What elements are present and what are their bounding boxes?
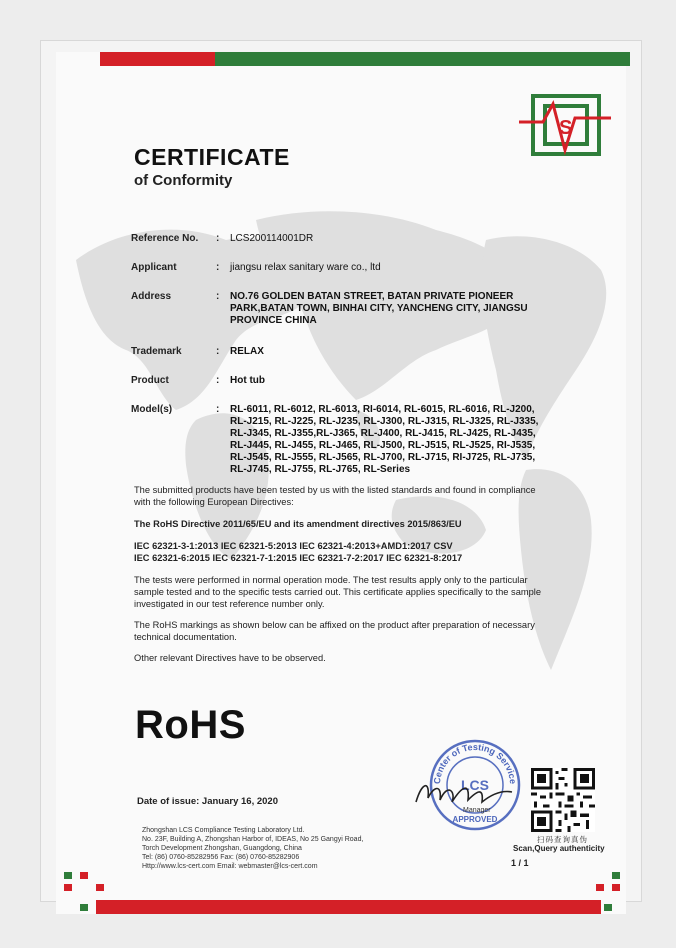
date-of-issue: Date of issue: January 16, 2020 [137, 796, 278, 807]
page-number: 1 / 1 [511, 858, 529, 868]
top-bar-green [215, 52, 630, 66]
lab-address-line: Http://www.lcs-cert.com Email: webmaster@lcs-cert.com [142, 863, 318, 870]
address-value: NO.76 GOLDEN BATAN STREET, BATAN PRIVATE PIONEER PARK,BATAN TOWN, BINHAI CITY, YANCHENG CITY, JIANGSU PROVINCE CHINA [230, 291, 528, 326]
corner-square-red [96, 884, 104, 891]
lcs-logo [519, 94, 611, 158]
lab-address-line: No. 23F, Building A, Zhongshan Harbor of, IDEAS, No 25 Gangyi Road, [142, 836, 364, 843]
product-label: Product [131, 375, 169, 386]
models-label: Model(s) [131, 404, 173, 415]
colon: : [216, 233, 220, 244]
corner-square-red [612, 884, 620, 891]
product-value: Hot tub [230, 375, 265, 386]
bottom-bar-red [96, 900, 601, 914]
qr-caption: 扫码查询真伪 [537, 835, 588, 844]
colon: : [216, 262, 220, 273]
manager-caption: Manager [463, 807, 491, 814]
colon: : [216, 375, 220, 386]
trademark-value: RELAX [230, 346, 264, 357]
scan-query-text: Scan,Query authenticity [513, 844, 605, 853]
address-label: Address [131, 291, 172, 302]
directive-line: The RoHS Directive 2011/65/EU and its amendment directives 2015/863/EU [134, 519, 462, 529]
stamp-bottom-text: APPROVED [452, 815, 498, 824]
standards-line-1: IEC 62321-3-1:2013 IEC 62321-5:2013 IEC 62321-4:2013+AMD1:2017 CSV [134, 541, 453, 551]
corner-square-green [64, 872, 72, 879]
lab-address-block [142, 826, 363, 871]
corner-square-red [64, 884, 72, 891]
colon: : [216, 404, 220, 415]
reference-value: LCS200114001DR [230, 233, 314, 244]
rohs-mark: RoHS [135, 703, 246, 747]
lab-address-line: Zhongshan LCS Compliance Testing Laboratory Ltd. [142, 827, 305, 834]
applicant-value: jiangsu relax sanitary ware co., ltd [230, 262, 381, 273]
svg-text:S: S [559, 117, 573, 139]
corner-square-green [612, 872, 620, 879]
authenticity-qr-code[interactable] [531, 768, 595, 832]
corner-square-red [80, 872, 88, 879]
certificate-subtitle: of Conformity [134, 172, 233, 189]
standards-line-2: IEC 62321-6:2015 IEC 62321-7-1:2015 IEC 62321-7-2:2017 IEC 62321-8:2017 [134, 553, 463, 563]
marking-paragraph: The RoHS markings as shown below can be affixed on the product after preparation of necessary technical documentation. [134, 620, 535, 642]
top-bar-red [100, 52, 215, 66]
corner-square-green [80, 904, 88, 911]
manager-signature [412, 772, 516, 812]
stamp-logo-letters: LCS [461, 777, 489, 793]
colon: : [216, 291, 220, 302]
stamp-text: Center of Testing Service [431, 741, 519, 785]
certificate-title: CERTIFICATE [134, 144, 290, 170]
directives-paragraph: Other relevant Directives have to be observed. [134, 653, 326, 663]
corner-square-green [604, 904, 612, 911]
compliance-paragraph: The submitted products have been tested by us with the listed standards and found in compliance with the following European Directives: [134, 485, 536, 507]
trademark-label: Trademark [131, 346, 182, 357]
models-value: RL-6011, RL-6012, RL-6013, RI-6014, RL-6015, RL-6016, RL-J200, RL-J215, RL-J225, RL-J235, RL-J300, RL-J315, RL-J325, RL-J335, RL-J345, RL-J355,RL-J365, RL-J400, RL-J415, RL-J425, RL-J435, RL-J445, RL-J455, RL-J465, RL-J500, RL-J515, RL-J525, RI-J535, RL-J545, RL-J555, RL-J565, RL-J700, RL-J715, RI-J725, RL-J735, RL-J745, RL-J755, RL-J765, RL-Series [230, 404, 539, 475]
corner-square-red [596, 884, 604, 891]
applicant-label: Applicant [131, 262, 177, 273]
lab-address-line: Torch Development Zhongshan, Guangdong, China [142, 845, 302, 852]
lab-address-line: Tel: (86) 0760-85282956 Fax: (86) 0760-85282906 [142, 854, 300, 861]
test-paragraph: The tests were performed in normal operation mode. The test results apply only to the particular sample tested and to the specific tests carried out. This certificate applies specifically to the sample investigated in our test reference number only. [134, 575, 542, 609]
colon: : [216, 346, 220, 357]
reference-label: Reference No. [131, 233, 199, 244]
